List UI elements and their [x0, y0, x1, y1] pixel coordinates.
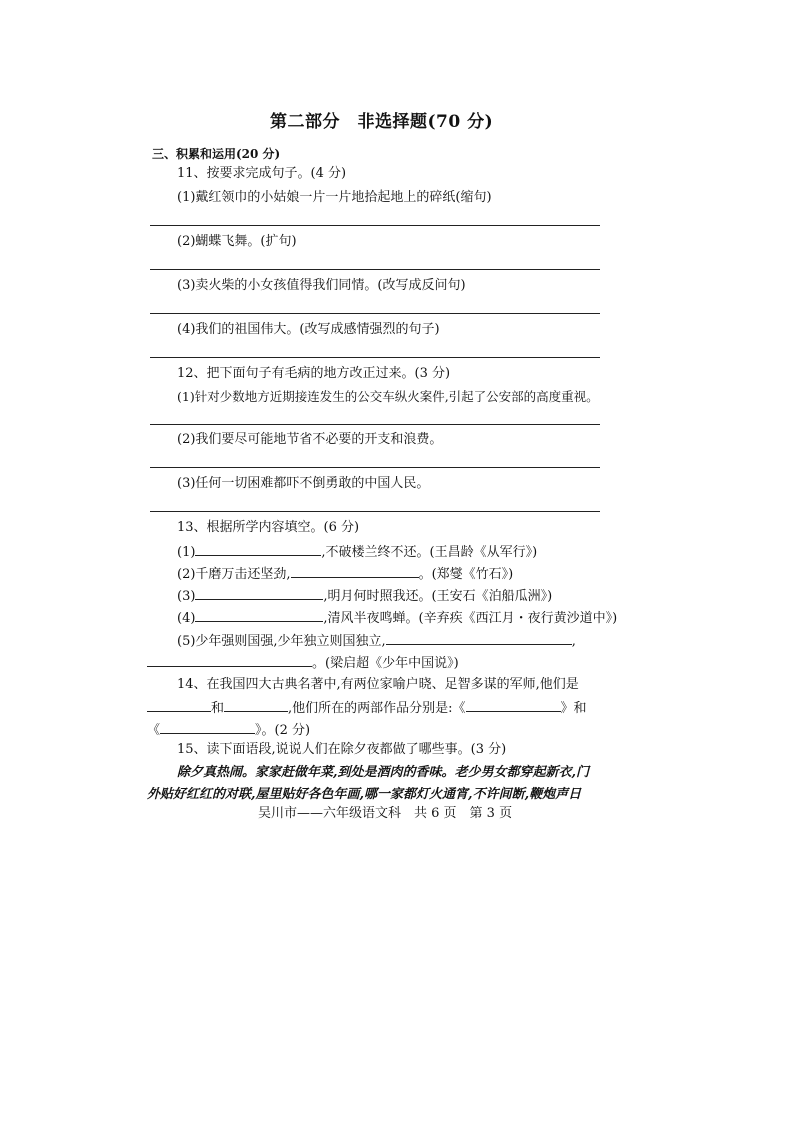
- fill-blank[interactable]: [195, 543, 321, 556]
- fill-blank[interactable]: [147, 654, 312, 667]
- q12-item-2: (2)我们要尽可能地节省不必要的开支和浪费。: [177, 432, 443, 447]
- q13-line-2-text: (2)千磨万击还坚劲,: [177, 567, 291, 582]
- q12-item-3: (3)任何一切困难都吓不倒勇敢的中国人民。: [177, 476, 430, 491]
- q13-line-1-prefix: (1): [177, 545, 196, 560]
- q13-line-1-text: ,不破楼兰终不还。(王昌龄《从军行》): [321, 545, 538, 560]
- q13-line-4-text: ,清风半夜鸣蝉。(辛弃疾《西江月・夜行黄沙道中》): [323, 611, 618, 626]
- q11-item-4: (4)我们的祖国伟大。(改写成感情强烈的句子): [177, 322, 440, 337]
- q14-line-3: [147, 721, 310, 739]
- answer-line[interactable]: [150, 511, 600, 512]
- fill-blank[interactable]: [160, 721, 255, 734]
- q13-line-3-prefix: (3): [177, 589, 196, 604]
- q15-passage-line-1: 除夕真热闹。家家赶做年菜,到处是酒肉的香味。老少男女都穿起新衣,门: [177, 765, 590, 780]
- q13-line-2-source: 。(郑燮《竹石》): [418, 567, 514, 582]
- q13-line-6: [147, 654, 459, 672]
- q14-line-3-text: 》。(2 分): [255, 723, 311, 738]
- q14-line-1: 14、在我国四大古典名著中,有两位家喻户晓、足智多谋的军师,他们是: [177, 677, 579, 692]
- q14-open-quote: 《: [147, 723, 161, 738]
- q13-line-6-source: 。(梁启超《少年中国说》): [312, 656, 459, 671]
- q12-heading: 12、把下面句子有毛病的地方改正过来。(3 分): [177, 366, 451, 381]
- q14-line-2-end: 》和: [560, 701, 587, 716]
- q13-line-2: [177, 565, 513, 583]
- answer-line[interactable]: [150, 424, 600, 425]
- q13-line-1: [177, 543, 537, 561]
- q13-line-5-text: (5)少年强则国强,少年独立则国独立,: [177, 634, 386, 649]
- answer-line[interactable]: [150, 225, 600, 226]
- q13-line-4-prefix: (4): [177, 611, 196, 626]
- q13-heading: 13、根据所学内容填空。(6 分): [177, 520, 360, 535]
- page-footer: 吴川市——六年级语文科 共 6 页 第 3 页: [258, 806, 513, 821]
- answer-line[interactable]: [150, 357, 600, 358]
- q11-item-1: (1)戴红领巾的小姑娘一片一片地拾起地上的碎纸(缩句): [177, 190, 492, 205]
- q13-line-5-comma: ,: [571, 634, 576, 649]
- fill-blank[interactable]: [147, 699, 211, 712]
- q13-line-4: [177, 609, 617, 627]
- fill-blank[interactable]: [195, 609, 323, 622]
- q13-line-3: [177, 587, 552, 605]
- q14-line-2: [147, 699, 587, 717]
- q15-passage-line-2: 外贴好红红的对联,屋里贴好各色年画,哪一家都灯火通宵,不许间断,鞭炮声日: [147, 787, 582, 802]
- fill-blank[interactable]: [195, 587, 323, 600]
- q14-line-2-text: ,他们所在的两部作品分别是:《: [288, 701, 466, 716]
- page-title: 第二部分 非选择题(70 分): [270, 112, 494, 132]
- section-heading: 三、积累和运用(20 分): [152, 147, 281, 161]
- answer-line[interactable]: [150, 269, 600, 270]
- fill-blank[interactable]: [291, 565, 419, 578]
- q15-heading: 15、读下面语段,说说人们在除夕夜都做了哪些事。(3 分): [177, 742, 507, 757]
- fill-blank[interactable]: [466, 699, 561, 712]
- q13-line-5: [177, 632, 576, 650]
- q13-line-3-text: ,明月何时照我还。(王安石《泊船瓜洲》): [323, 589, 553, 604]
- answer-line[interactable]: [150, 313, 600, 314]
- answer-line[interactable]: [150, 467, 600, 468]
- fill-blank[interactable]: [224, 699, 288, 712]
- q11-heading: 11、按要求完成句子。(4 分): [177, 166, 347, 181]
- q11-item-3: (3)卖火柴的小女孩值得我们同情。(改写成反问句): [177, 278, 466, 293]
- q11-item-2: (2)蝴蝶飞舞。(扩句): [177, 234, 297, 249]
- q12-item-1: (1)针对少数地方近期接连发生的公交车纵火案件,引起了公安部的高度重视。: [177, 389, 599, 404]
- q14-and: 和: [211, 701, 225, 716]
- fill-blank[interactable]: [386, 632, 572, 645]
